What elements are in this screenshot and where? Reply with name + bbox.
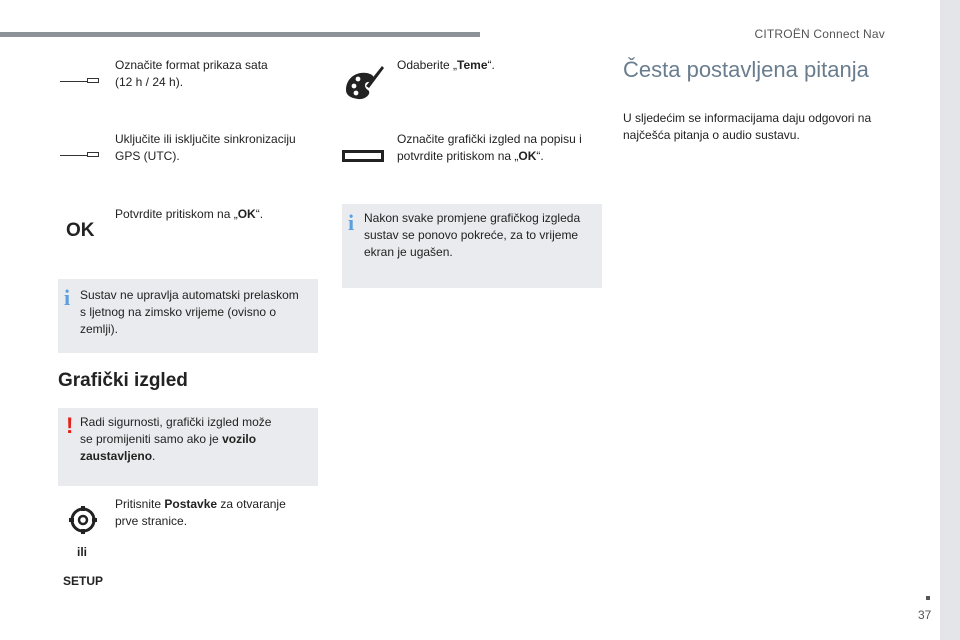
note-text-bold: zaustavljeno [80,449,153,463]
step-text-line: Uključite ili isključite sinkronizaciju [115,132,296,146]
step-text-line: Označite grafički izgled na popisu i [397,132,582,146]
note-text-bold: vozilo [222,432,257,446]
settings-gear-icon [68,505,98,535]
rotary-knob-icon [60,150,100,160]
step-gps-sync [115,131,325,165]
note-text-line [80,431,316,448]
step-text-line: Označite format prikaza sata [115,58,268,72]
step-text: za otvaranje [217,497,286,511]
step-text-bold: OK [518,149,537,163]
step-text-bold: Postavke [164,497,218,511]
step-text: Odaberite „ [397,58,458,72]
step-text-bold: Teme [457,58,488,72]
palette-icon [342,62,384,102]
step-text-line [115,496,315,513]
step-text-bold: OK [237,207,256,221]
page-sidebar [940,0,960,640]
note-text: se promijeniti samo ako je [80,432,223,446]
body-text-line: najčešća pitanja o audio sustavu. [623,128,800,142]
setup-button-label: SETUP [63,574,104,588]
screen-select-icon [342,149,384,161]
step-press-settings [115,496,315,530]
header-bar [0,32,480,37]
info-icon: i [64,285,71,310]
step-text: Pritisnite [115,497,165,511]
step-confirm-ok [115,206,263,223]
step-text: “. [487,58,495,72]
note-text-line: Nakon svake promjene grafičkog izgleda [364,211,581,225]
info-note-restart [342,204,602,288]
step-text: “. [255,207,264,221]
ok-button-icon: OK [66,220,95,241]
note-text: . [152,449,156,463]
note-text-line: s ljetnog na zimsko vrijeme (ovisno o [80,305,277,319]
step-text-line [397,148,597,165]
page-marker-dot [926,596,930,600]
note-text-line: ekran je ugašen. [364,245,453,259]
body-text-line: U sljedećim se informacijama daju odgovori na [623,111,872,125]
step-text-line: GPS (UTC). [115,149,180,163]
section-title-graphics: Grafički izgled [58,370,188,391]
step-text: potvrdite pritiskom na „ [397,149,519,163]
note-text-line: Radi sigurnosti, grafički izgled može [80,415,272,429]
faq-title: Česta postavljena pitanja [623,57,869,82]
step-text-line: (12 h / 24 h). [115,75,184,89]
step-text: “. [536,149,544,163]
note-text-line: sustav se ponovo pokreće, za to vrijeme [364,228,579,242]
or-label: ili [77,545,88,559]
info-icon: i [348,210,355,235]
note-text-line [80,448,316,465]
step-text-line: prve stranice. [115,514,188,528]
faq-intro [623,110,893,144]
warning-icon: ! [66,413,74,438]
step-clock-format [115,57,315,91]
rotary-knob-icon [60,76,100,86]
warning-note-graphics [58,408,318,486]
page-number: 37 [918,608,932,622]
info-note-dst [58,279,318,353]
step-choose-layout [397,131,597,165]
step-text: Potvrdite pritiskom na „ [115,207,238,221]
step-select-themes [397,57,495,74]
note-text-line: Sustav ne upravlja automatski prelaskom [80,288,299,302]
header-title: CITROËN Connect Nav [754,27,885,41]
note-text-line: zemlji). [80,322,118,336]
